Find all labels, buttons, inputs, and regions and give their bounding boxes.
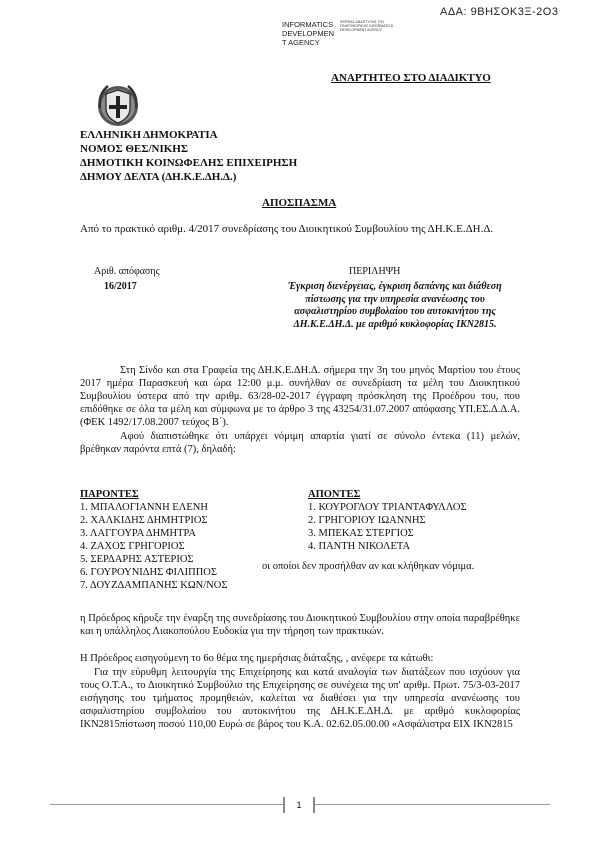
greek-emblem-icon (92, 78, 144, 130)
absent-member: 1. ΚΟΥΡΟΓΛΟΥ ΤΡΙΑΝΤΑΦΥΛΛΟΣ (308, 502, 467, 513)
present-member: 2. ΧΑΛΚΙΔΗΣ ΔΗΜΗΤΡΙΟΣ (80, 515, 208, 526)
present-member: 4. ΖΑΧΟΣ ΓΡΗΓΟΡΙΟΣ (80, 541, 185, 552)
absent-note: οι οποίοι δεν προσήλθαν αν και κλήθηκαν νόμιμα. (262, 561, 475, 572)
ida-logo-line: INFORMATICS (282, 20, 334, 29)
meeting-paragraph: Στη Σίνδο και στα Γραφεία της ΔΗ.Κ.Ε.ΔΗ.Δ. σήμερα την 3η του μηνός Μαρτίου του έτους 2017 ημέρα Παρασκευή και ώρα 12:00 μ.μ. συνήλθαν σε συνεδρίαση τα μέλη του Διοικητικού Συμβουλίου ύστερα από την αριθμ. 63/28-02-2017 έγγραφη πρόσκληση της Προέδρου του, που επιδόθηκε σε όλα τα μέλη και σύμφωνα με το άρθρο 3 της 43254/31.07.2007 απόφασης ΥΠ.ΕΣ.Δ.Δ.Α. (ΦΕΚ 1492/17.08.2007 τεύχος Β΄). (80, 365, 520, 428)
decision-number-label: Αριθ. απόφασης (94, 266, 160, 277)
absent-heading: ΑΠΟΝΤΕΣ (308, 489, 361, 500)
ida-logo-small-text: ΦΟΡΕΑΣ ΑΝΑΠΤΥΞΗΣ ΤΗΣ ΠΛΗΡΟΦΟΡΙΚΗΣ INFORMATICS DEVELOPMENT AGENCY (340, 20, 394, 33)
present-member: 1. ΜΠΑΛΟΓΙΑΝΝΗ ΕΛΕΝΗ (80, 502, 208, 513)
present-list (80, 488, 227, 592)
ada-code: ΑΔΑ: 9ΒΗΣΟΚ3Ξ-2Ο3 (440, 6, 559, 18)
present-member: 7. ΔΟΥΖΔΑΜΠΑΝΗΣ ΚΩΝ/ΝΟΣ (80, 580, 228, 591)
header-line: ΔΗΜΟΥ ΔΕΛΤΑ (ΔΗ.Κ.Ε.ΔΗ.Δ.) (80, 171, 237, 183)
ida-logo-line: T AGENCY (282, 38, 320, 47)
present-member: 6. ΓΟΥΡΟΥΝΙΔΗΣ ΦΙΛΙΠΠΟΣ (80, 567, 217, 578)
header-line: ΝΟΜΟΣ ΘΕΣ/ΝΙΚΗΣ (80, 143, 189, 155)
opening-paragraph: η Πρόεδρος κήρυξε την έναρξη της συνεδρίασης του Διοικητικού Συμβουλίου στην οποία παραβρέθηκε και η υπάλληλος Λιακοπούλου Ευδοκία για την τήρηση των πρακτικών. (80, 613, 520, 637)
agenda-paragraph: Η Πρόεδρος εισηγούμενη το 6ο θέμα της ημερήσιας διάταξης, , ανέφερε τα κάτωθι: (80, 653, 434, 664)
ida-logo-line: DEVELOPMEN (282, 29, 335, 38)
decision-number: 16/2017 (104, 281, 137, 292)
absent-member: 2. ΓΡΗΓΟΡΙΟΥ ΙΩΑΝΝΗΣ (308, 515, 426, 526)
present-member: 3. ΛΑΓΓΟΥΡΑ ΔΗΜΗΤΡΑ (80, 528, 196, 539)
absent-list (308, 488, 467, 553)
summary-label: ΠΕΡΙΛΗΨΗ (349, 266, 401, 277)
absent-member: 4. ΠΑΝΤΗ ΝΙΚΟΛΕΤΑ (308, 541, 411, 552)
body-paragraph: Για την εύρυθμη λειτουργία της Επιχείρησης και κατά αναλογία των διατάξεων που ισχύουν για τους Ο.Τ.Α., το Διοικητικό Συμβούλιο της Επιχείρησης σε συνέχεια της υπ' αριθμ. Πρωτ. 75/3-03-2017 εισήγησης του τμήματος προμηθειών, καλείται να διαθέσει για την υπηρεσία ανανέωσης του ασφαλιστηρίου συμβολαίου του αυτοκινήτου της ΔΗ.Κ.Ε.ΔΗ.Δ. με αριθμό κυκλοφορίας ΙΚΝ2815πίστωση ποσού 110,00 Ευρώ σε βάρος του Κ.Α. 02.62.05.00.00 «Ασφάλιστρα ΕΙΧ ΙΚΝ2815 (80, 667, 520, 730)
document-title: ΑΠΟΣΠΑΣΜΑ (262, 197, 337, 209)
present-heading: ΠΑΡΟΝΤΕΣ (80, 489, 139, 500)
present-member: 5. ΣΕΡΔΑΡΗΣ ΑΣΤΕΡΙΟΣ (80, 554, 194, 565)
header-line: ΔΗΜΟΤΙΚΗ ΚΟΙΝΩΦΕΛΗΣ ΕΠΙΧΕΙΡΗΣΗ (80, 157, 298, 169)
intro-paragraph: Από το πρακτικό αριθμ. 4/2017 συνεδρίασης του Διοικητικού Συμβουλίου της ΔΗ.Κ.Ε.ΔΗ.Δ. (80, 223, 494, 235)
posted-online-notice: ΑΝΑΡΤΗΤΕΟ ΣΤΟ ΔΙΑΔΙΚΤΥΟ (331, 72, 491, 84)
summary-text: Έγκριση διενέργειας, έγκριση δαπάνης και διάθεση πίστωσης για την υπηρεσία ανανέωσης του ασφαλιστηρίου συμβολαίου του αυτοκινήτου της ΔΗ.Κ.Ε.ΔΗ.Δ. με αριθμό κυκλοφορίας ΙΚΝ2815. (288, 281, 502, 330)
ida-logo (282, 20, 394, 47)
header-line: ΕΛΛΗΝΙΚΗ ΔΗΜΟΚΡΑΤΙΑ (80, 129, 218, 141)
quorum-paragraph: Αφού διαπιστώθηκε ότι υπάρχει νόμιμη απαρτία γιατί σε σύνολο έντεκα (11) μελών, βρέθηκαν παρόντα επτά (7), δηλαδή: (80, 431, 520, 455)
absent-member: 3. ΜΠΕΚΑΣ ΣΤΕΡΓΙΟΣ (308, 528, 414, 539)
page-number: 1 (283, 797, 315, 813)
